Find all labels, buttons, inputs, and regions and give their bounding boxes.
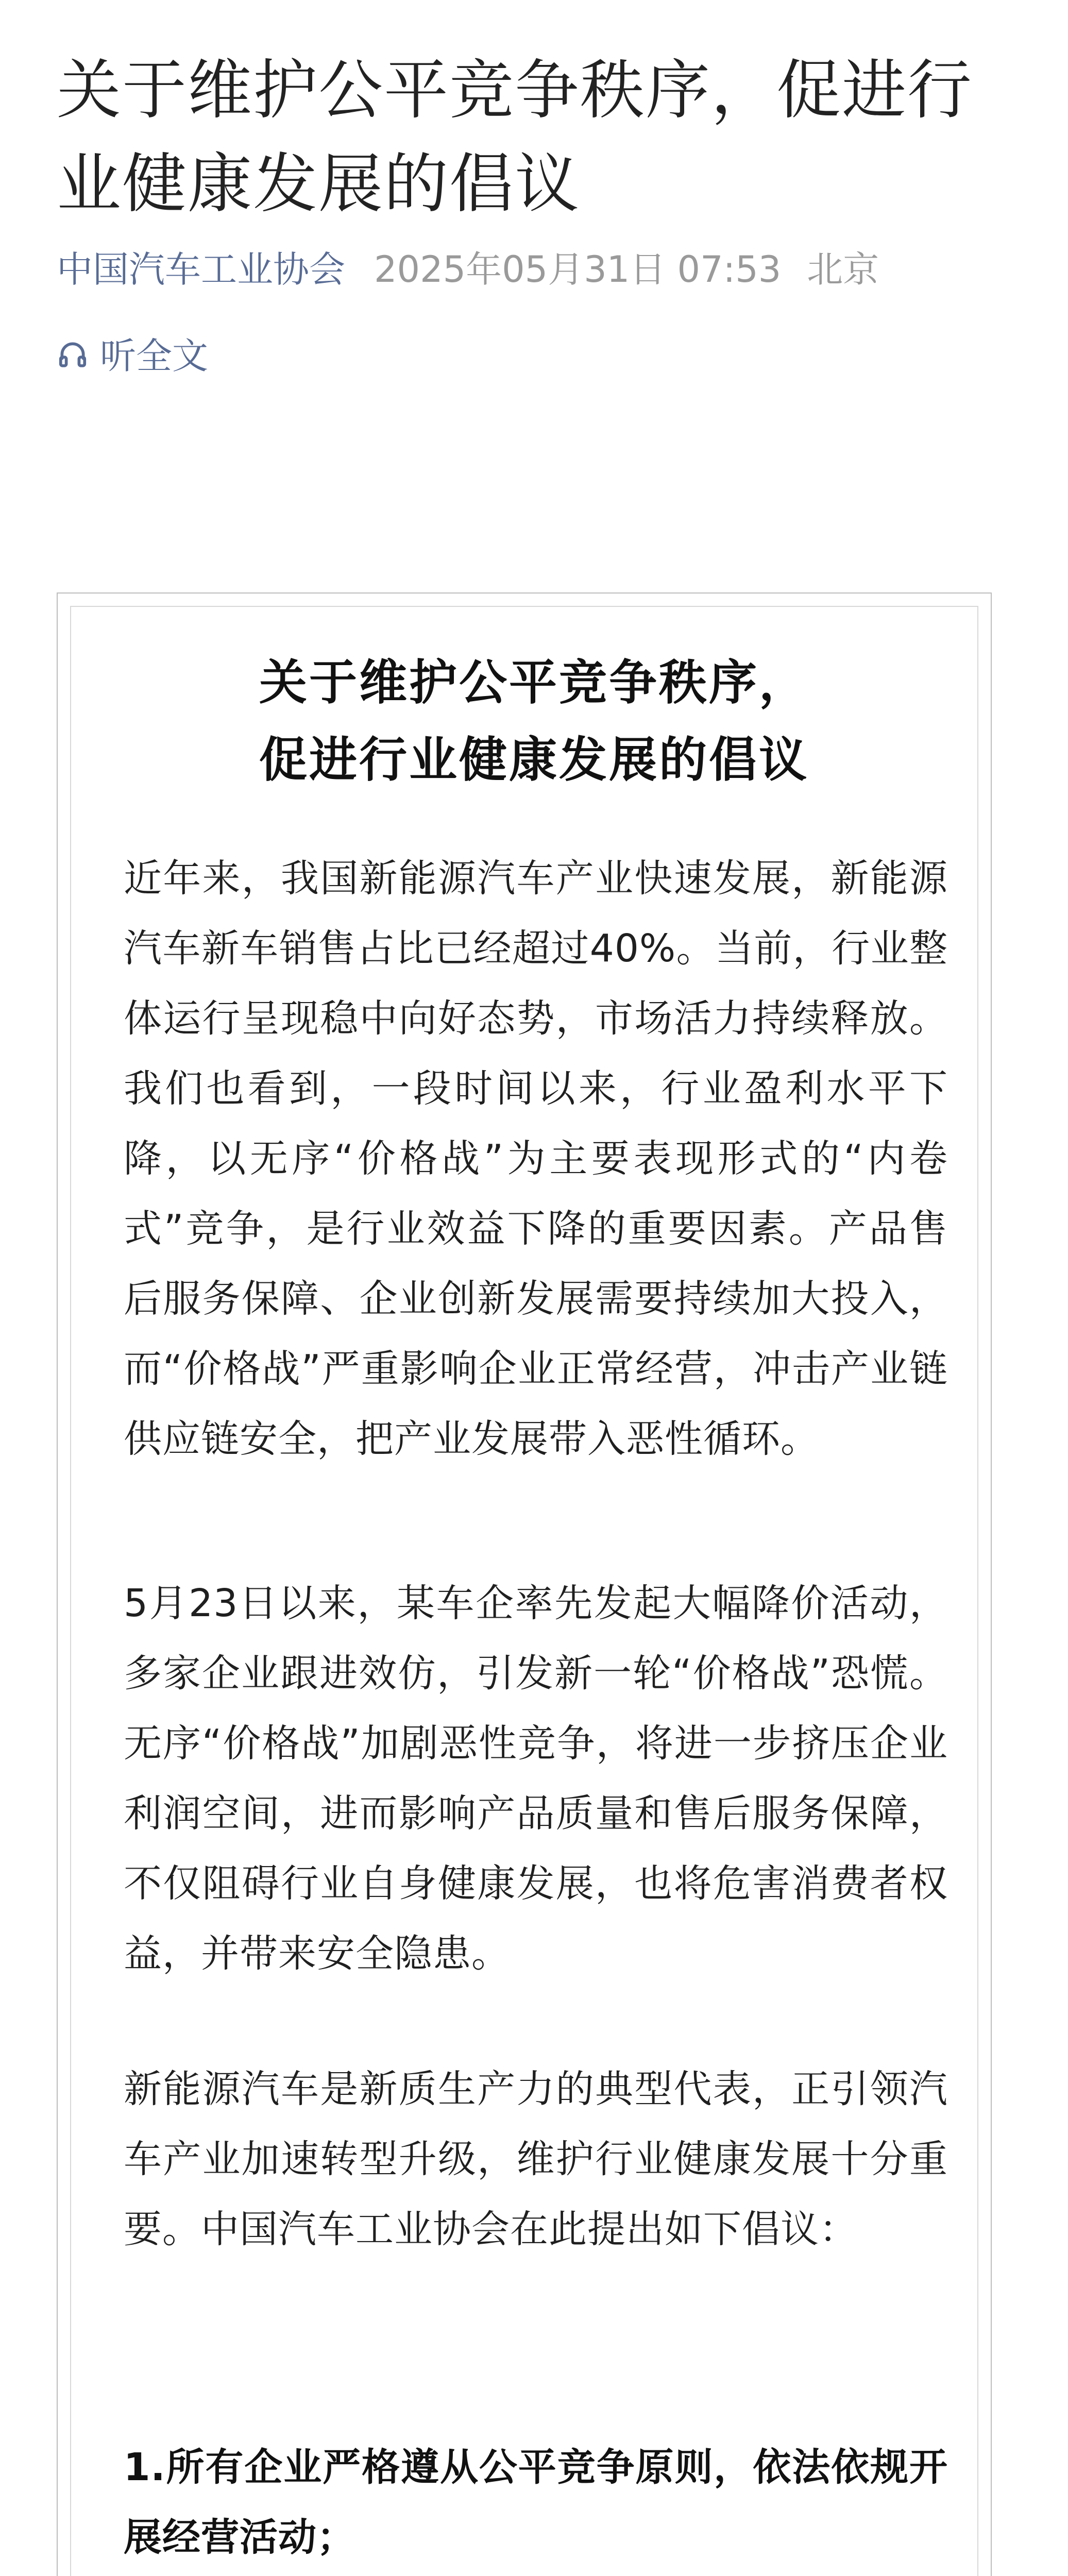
- paragraph-intro: 近年来，我国新能源汽车产业快速发展，新能源汽车新车销售占比已经超过40%。当前，行业整体运行呈现稳中向好态势，市场活力持续释放。我们也看到，一段时间以来，行业盈利水平下降，以无序“价格战”为主要表现形式的“内卷式”竞争，是行业效益下降的重要因素。产品售后服务保障、企业创新发展需要持续加大投入，而“价格战”严重影响企业正常经营，冲击产业链供应链安全，把产业发展带入恶性循环。: [124, 856, 948, 1461]
- document-heading-line-2: 促进行业健康发展的倡议: [259, 732, 809, 788]
- document-heading-line-1: 关于维护公平竞争秩序，: [259, 655, 809, 710]
- account-name-link[interactable]: 中国汽车工业协会: [57, 248, 345, 291]
- article-meta: [57, 243, 879, 290]
- headphones-icon: [57, 337, 89, 369]
- listen-label: 听全文: [100, 334, 208, 377]
- publish-time: 2025年05月31日 07:53: [374, 248, 782, 291]
- paragraph-price-war: 5月23日以来，某车企率先发起大幅降价活动，多家企业跟进效仿，引发新一轮“价格战”恐慌。无序“价格战”加剧恶性竞争，将进一步挤压企业利润空间，进而影响产品质量和售后服务保障，不仅阻碍行业自身健康发展，也将危害消费者权益，并带来安全隐患。: [124, 1581, 948, 1976]
- proposal-item-1: 1.所有企业严格遵从公平竞争原则，依法依规开展经营活动；: [124, 2445, 948, 2560]
- article-title: 关于维护公平竞争秩序，促进行业健康发展的倡议: [57, 53, 973, 222]
- paragraph-proposal-intro: 新能源汽车是新质生产力的典型代表，正引领汽车产业加速转型升级，维护行业健康发展十分重要。中国汽车工业协会在此提出如下倡议：: [124, 2067, 948, 2251]
- document-heading: [77, 644, 991, 799]
- listen-full-text-button[interactable]: [57, 330, 208, 376]
- publish-location: 北京: [807, 248, 879, 291]
